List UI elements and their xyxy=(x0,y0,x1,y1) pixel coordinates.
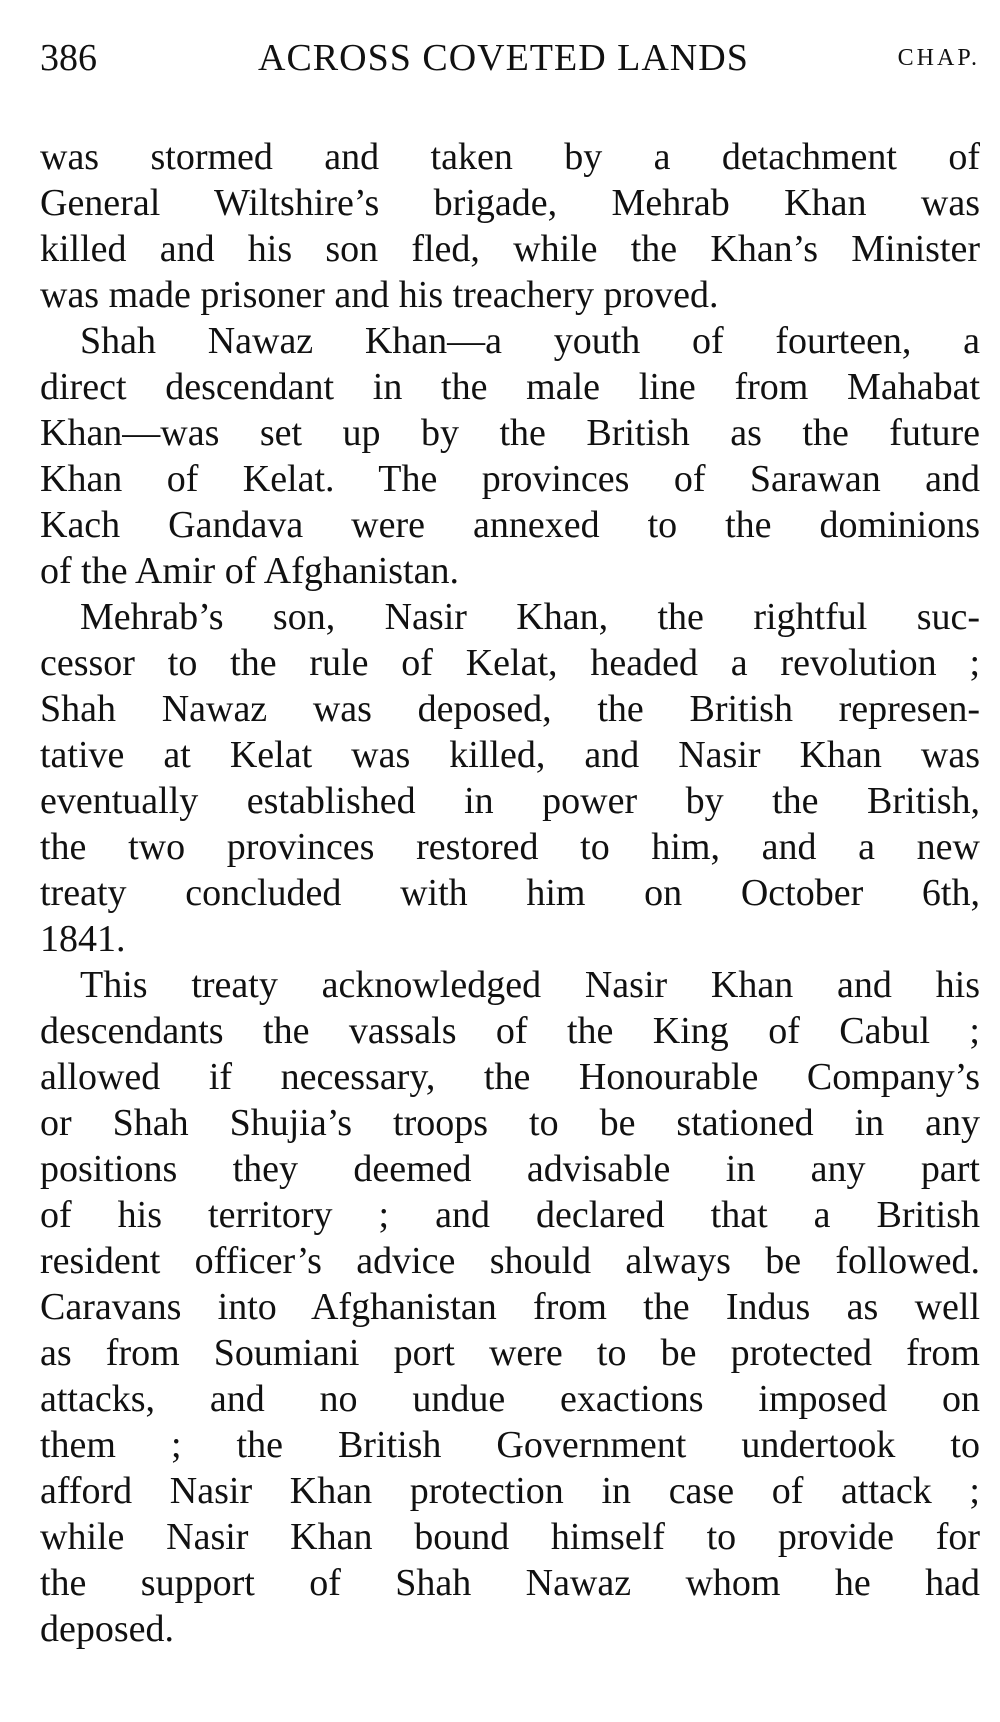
book-page xyxy=(40,28,980,1652)
paragraph-2 xyxy=(40,318,980,594)
text-line: tative at Kelat was killed, and Nasir Khan was xyxy=(40,734,980,776)
page-number: 386 xyxy=(40,37,97,79)
paragraph-4 xyxy=(40,962,980,1652)
text-line: of the Amir of Afghanistan. xyxy=(40,550,459,592)
text-line: allowed if necessary, the Honourable Company’s xyxy=(40,1056,980,1098)
chapter-label: CHAP. xyxy=(897,45,980,71)
paragraph-3 xyxy=(40,594,980,962)
text-line: Mehrab’s son, Nasir Khan, the rightful suc- xyxy=(80,596,980,638)
text-line: This treaty acknowledged Nasir Khan and his xyxy=(80,964,980,1006)
text-line: Caravans into Afghanistan from the Indus as well xyxy=(40,1286,980,1328)
text-line: of his territory ; and declared that a British xyxy=(40,1194,980,1236)
text-line: or Shah Shujia’s troops to be stationed in any xyxy=(40,1102,980,1144)
book-title: ACROSS COVETED LANDS xyxy=(258,37,749,79)
text-line: Khan—was set up by the British as the future xyxy=(40,412,980,454)
text-line: descendants the vassals of the King of Cabul ; xyxy=(40,1010,980,1052)
paragraph-1 xyxy=(40,134,980,318)
text-line: while Nasir Khan bound himself to provide for xyxy=(40,1516,980,1558)
text-line: Shah Nawaz Khan—a youth of fourteen, a xyxy=(80,320,980,362)
text-line: General Wiltshire’s brigade, Mehrab Khan was xyxy=(40,182,980,224)
text-line: resident officer’s advice should always be followed. xyxy=(40,1240,980,1282)
text-line: 1841. xyxy=(40,918,126,960)
text-line: Kach Gandava were annexed to the dominions xyxy=(40,504,980,546)
text-line: eventually established in power by the British, xyxy=(40,780,980,822)
text-line: killed and his son fled, while the Khan’s Minister xyxy=(40,228,980,270)
body-text xyxy=(40,134,980,1652)
running-head xyxy=(40,28,980,88)
text-line: was made prisoner and his treachery proved. xyxy=(40,274,719,316)
text-line: deposed. xyxy=(40,1608,175,1650)
text-line: the two provinces restored to him, and a new xyxy=(40,826,980,868)
text-line: treaty concluded with him on October 6th, xyxy=(40,872,980,914)
text-line: cessor to the rule of Kelat, headed a revolution ; xyxy=(40,642,980,684)
text-line: as from Soumiani port were to be protected from xyxy=(40,1332,980,1374)
text-line: afford Nasir Khan protection in case of attack ; xyxy=(40,1470,980,1512)
text-line: Khan of Kelat. The provinces of Sarawan and xyxy=(40,458,980,500)
text-line: direct descendant in the male line from Mahabat xyxy=(40,366,980,408)
text-line: the support of Shah Nawaz whom he had xyxy=(40,1562,980,1604)
text-line: them ; the British Government undertook to xyxy=(40,1424,980,1466)
text-line: Shah Nawaz was deposed, the British represen- xyxy=(40,688,980,730)
text-line: positions they deemed advisable in any part xyxy=(40,1148,980,1190)
text-line: was stormed and taken by a detachment of xyxy=(40,136,980,178)
text-line: attacks, and no undue exactions imposed on xyxy=(40,1378,980,1420)
